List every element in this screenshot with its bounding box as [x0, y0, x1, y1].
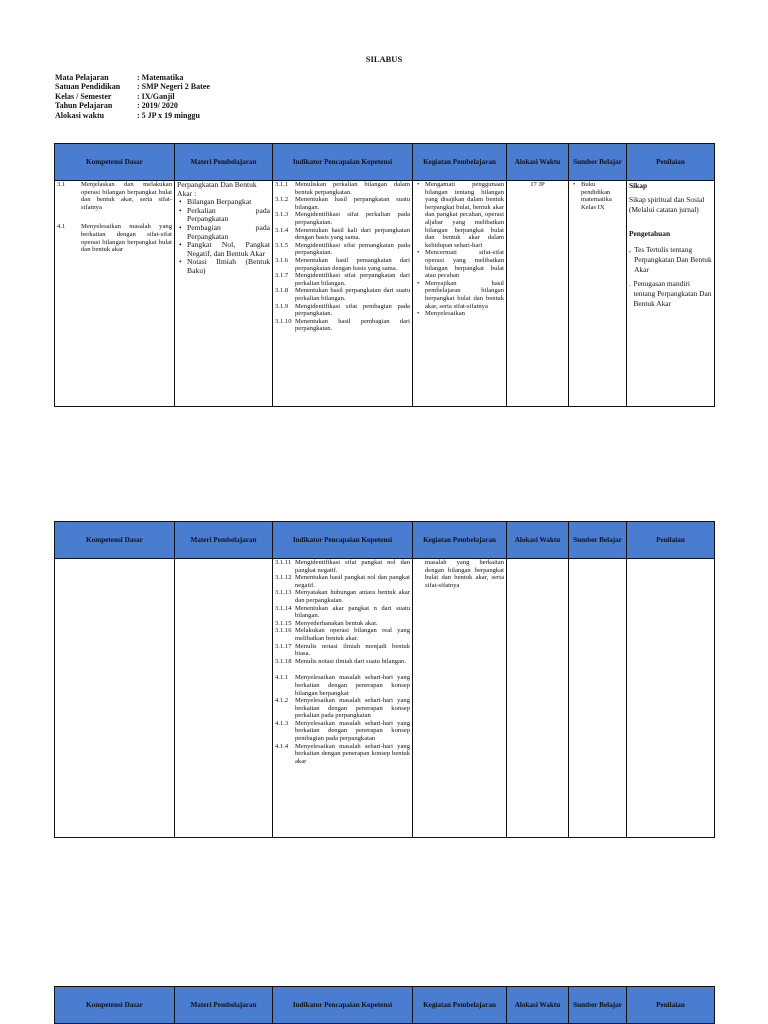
kd-number: 3.1 [57, 181, 66, 188]
indikator-text: Menyelesaikan masalah sehari-hari yang berkaitan dengan penerapan konsep bilangan berpangkat [295, 674, 410, 697]
indikator-number: 3.1.3 [275, 211, 289, 219]
indikator-number: 3.1.18 [275, 657, 292, 665]
indikator-text: Menyederhanakan bentuk akar. [295, 619, 378, 627]
header-materi: Materi Pembelajaran [175, 987, 273, 1024]
meta-label: Tahun Pelajaran [55, 101, 113, 111]
indikator-item [275, 605, 410, 620]
kd-item [57, 181, 172, 211]
materi-intro: Perpangkatan Dan Bentuk Akar : [177, 180, 257, 198]
indikator-number: 3.1.9 [275, 302, 289, 310]
header-penilaian: Penilaian [627, 522, 715, 559]
alokasi-cell: 17 JP [507, 181, 569, 407]
penilaian-item: . Penugasan mandiri tentang Perpangkatan Dan Bentuk Akar [629, 279, 712, 308]
indikator-text: Mengidentifikasi sifat pangkat nol dan pangkat negatif. [295, 559, 410, 574]
header-kegiatan: Kegiatan Pembelajaran [413, 522, 507, 559]
indikator-item [275, 227, 410, 242]
header-alokasi: Alokasi Waktu [507, 522, 569, 559]
indikator-item [275, 627, 410, 642]
indikator-number: 4.1.3 [275, 719, 289, 727]
indikator-item [275, 674, 410, 697]
table-row [55, 181, 715, 407]
indikator-item [275, 697, 410, 720]
indikator-number: 3.1.5 [275, 241, 289, 249]
header-kegiatan: Kegiatan Pembelajaran [413, 987, 507, 1024]
indikator-item [275, 181, 410, 196]
sikap-title: Sikap [629, 181, 648, 190]
materi-item: • Bilangan Berpangkat [187, 198, 270, 207]
syllabus-table-1 [54, 143, 715, 407]
indikator-item [275, 559, 410, 574]
pengetahuan-title: Pengetahuan [629, 229, 671, 238]
kd-number: 4.1 [57, 223, 66, 231]
header-sumber: Sumber Belajar [569, 144, 627, 181]
kegiatan-item: • Menyelesaikan [425, 310, 504, 318]
header-indikator: Indikator Pencapaian Kopetensi [273, 144, 413, 181]
sumber-cell [569, 559, 627, 838]
indikator-number: 3.1.16 [275, 627, 292, 635]
indikator-item [275, 720, 410, 743]
header-indikator: Indikator Pencapaian Kopetensi [273, 987, 413, 1024]
header-indikator: Indikator Pencapaian Kopetensi [273, 522, 413, 559]
penilaian-text: Penugasan mandiri tentang Perpangkatan Dan Bentuk Akar [633, 279, 712, 308]
meta-block [55, 73, 210, 120]
materi-item: • Notasi Ilmiah (Bentuk Baku) [187, 258, 270, 275]
materi-item: • Pangkat Nol, Pangkat Negatif, dan Bentuk Akar [187, 241, 270, 258]
table-header-row [55, 987, 715, 1024]
materi-cell [175, 559, 273, 838]
kd-item [57, 223, 172, 253]
indikator-text: Mengidentifikasi sifat pembagian pada perpangkatan. [295, 302, 410, 318]
indikator-number: 3.1.12 [275, 574, 292, 582]
indikator-text: Mengidentifikasi sifat perkalian pada perpangkatan. [295, 211, 410, 226]
indikator-item [275, 574, 410, 589]
kd-text: Menyelesaikan masalah yang berkaitan dengan sifat-sifat operasi bilangan berpangkat bulat dan bentuk akar [81, 223, 172, 254]
indikator-number: 3.1.8 [275, 287, 289, 295]
indikator-number: 3.1.14 [275, 604, 292, 612]
kegiatan-item: • Menyajikan hasil pembelajaran bilangan berpangkat bulat dan bentuk akar, serta sifat-sifatnya [425, 280, 504, 310]
header-alokasi: Alokasi Waktu [507, 987, 569, 1024]
indikator-text: Melakukan operasi bilangan real yang melibatkan bentuk akar. [295, 627, 410, 642]
header-sumber: Sumber Belajar [569, 987, 627, 1024]
header-kegiatan: Kegiatan Pembelajaran [413, 144, 507, 181]
kegiatan-cell: masalah yang berkaitan dengan bilangan berpangkat bulat dan bentuk akar, serta sifat-sifatnya [413, 559, 507, 838]
indikator-number: 4.1.4 [275, 742, 289, 750]
meta-value: : 2019/ 2020 [137, 101, 178, 111]
indikator-item [275, 658, 410, 666]
indikator-item [275, 257, 410, 272]
indikator-number: 4.1.1 [275, 674, 289, 682]
header-sumber: Sumber Belajar [569, 522, 627, 559]
indikator-item [275, 303, 410, 318]
indikator-text: Mengidentifikasi sifat perpangkatan dari perkalian bilangan. [295, 272, 410, 287]
indikator-number: 3.1.17 [275, 642, 292, 650]
table-row [55, 559, 715, 838]
materi-item: • Perkalian pada Perpangkatan [187, 207, 270, 224]
indikator-number: 3.1.10 [275, 317, 292, 325]
indikator-text: Mengidentifikasi sifat pemangkatan pada perpangkatan. [295, 241, 410, 257]
indikator-text: Menulis notasi ilmiah menjadi bentuk biasa. [295, 642, 410, 658]
meta-value: : 5 JP x 19 minggu [137, 110, 200, 120]
indikator-text: Menulis notasi ilmiah dari suatu bilangan. [295, 657, 406, 665]
indikator-text: Menentukan hasil pembagian dari perpangkatan. [295, 317, 410, 333]
table-header-row [55, 522, 715, 559]
meta-label: Mata Pelajaran [55, 73, 109, 82]
indikator-number: 3.1.7 [275, 272, 289, 280]
indikator-text: Menentukan hasil perpangkatan dari suatu perkalian bilangan. [295, 287, 410, 302]
indikator-text: Menuliskan perkalian bilangan dalam bentuk perpangkatan. [295, 181, 410, 196]
indikator-item [275, 743, 410, 766]
header-penilaian: Penilaian [627, 987, 715, 1024]
meta-label: Satuan Pendidikan [55, 82, 121, 92]
indikator-item [275, 196, 410, 211]
header-kompetensi-dasar: Kompetensi Dasar [55, 987, 175, 1024]
indikator-item [275, 318, 410, 333]
kd-cell [55, 559, 175, 838]
table-header-row [55, 144, 715, 181]
kegiatan-cell [413, 181, 507, 407]
sumber-item: • Buku pendidikan matematika Kelas IX [581, 181, 624, 211]
indikator-item [275, 272, 410, 287]
indikator-item [275, 589, 410, 604]
kegiatan-item: • Mengamati penggunaan bilangan tentang bilangan yang disajikan dalam bentuk berpangkat bulat, bentuk akar dan pangkat pecahan, operasi aljabar yang melibatkan bilangan berpangkat bulat dan bentuk akar dalam kehidupan sehari-hari [425, 181, 504, 249]
sumber-cell [569, 181, 627, 407]
indikator-cell [273, 559, 413, 838]
sikap-text: Sikap spiritual dan Sosial (Melalui catatan jurnal) [629, 195, 705, 214]
header-kompetensi-dasar: Kompetensi Dasar [55, 144, 175, 181]
kegiatan-item: • Mencermati sifat-sifat operasi yang melibatkan bilangan berpangkat bulat atau pecahan [425, 249, 504, 279]
indikator-text: Menentukan hasil pangkat nol dan pangkat negatif. [295, 574, 410, 589]
penilaian-text: Tes Tertulis tentang Perpangkatan Dan Bentuk Akar [634, 245, 712, 274]
indikator-number: 3.1.11 [275, 559, 292, 566]
indikator-item [275, 620, 410, 628]
penilaian-cell [627, 559, 715, 838]
indikator-item [275, 211, 410, 226]
indikator-item [275, 242, 410, 257]
header-materi: Materi Pembelajaran [175, 522, 273, 559]
indikator-text: Menyelesaikan masalah sehari-hari yang berkaitan dengan penerapan konsep perkalian pada perpangkatan [295, 697, 410, 720]
meta-value: : Matematika [137, 73, 184, 82]
meta-value: : SMP Negeri 2 Batee [137, 82, 210, 92]
meta-label: Alokasi waktu [55, 110, 105, 120]
indikator-number: 3.1.15 [275, 619, 292, 627]
meta-label: Kelas / Semester [55, 91, 112, 101]
penilaian-item: , Tes Tertulis tentang Perpangkatan Dan Bentuk Akar [629, 245, 712, 274]
penilaian-cell [627, 181, 715, 407]
indikator-text: Menyelesaikan masalah sehari-hari yang berkaitan dengan penerapan konsep pembagian pada perpangkatan [295, 719, 410, 743]
indikator-cell [273, 181, 413, 407]
meta-value: : IX/Ganjil [137, 91, 175, 101]
materi-item: • Pembagian pada Perpangkatan [187, 224, 270, 241]
header-materi: Materi Pembelajaran [175, 144, 273, 181]
indikator-number: 3.1.2 [275, 196, 289, 204]
header-kompetensi-dasar: Kompetensi Dasar [55, 522, 175, 559]
alokasi-cell [507, 559, 569, 838]
indikator-item [275, 287, 410, 302]
indikator-number: 3.1.1 [275, 181, 289, 188]
kd-cell [55, 181, 175, 407]
indikator-text: Menentukan hasil pemangkatan dari perpangkatan dengan basis yang sama. [295, 256, 410, 272]
indikator-text: Menentukan akar pangkat n dari suatu bilangan. [295, 604, 410, 620]
indikator-number: 3.1.4 [275, 226, 289, 234]
indikator-text: Menentukan hasil kali dari perpangkatan dengan basis yang sama. [295, 226, 410, 242]
indikator-text: Menyatakan hubungan antara bentuk akar dan perpangkatan. [295, 589, 410, 604]
syllabus-table-2 [54, 521, 715, 838]
indikator-number: 4.1.2 [275, 697, 289, 705]
page-title: SILABUS [365, 54, 403, 64]
indikator-text: Menyelesaikan masalah sehari-hari yang berkaitan dengan penerapan konsep bentuk akar [295, 742, 410, 765]
kd-text: Menjelaskan dan melakukan operasi bilangan berpangkat bulat dan bentuk akar, serta sifat-sifatnya [81, 181, 172, 211]
header-penilaian: Penilaian [627, 144, 715, 181]
indikator-number: 3.1.6 [275, 256, 289, 264]
indikator-text: Menentukan hasil perpangkatan suatu bilangan. [295, 196, 410, 211]
syllabus-table-3 [54, 986, 715, 1024]
materi-cell [175, 181, 273, 407]
indikator-item [275, 643, 410, 658]
header-alokasi: Alokasi Waktu [507, 144, 569, 181]
indikator-number: 3.1.13 [275, 589, 292, 597]
